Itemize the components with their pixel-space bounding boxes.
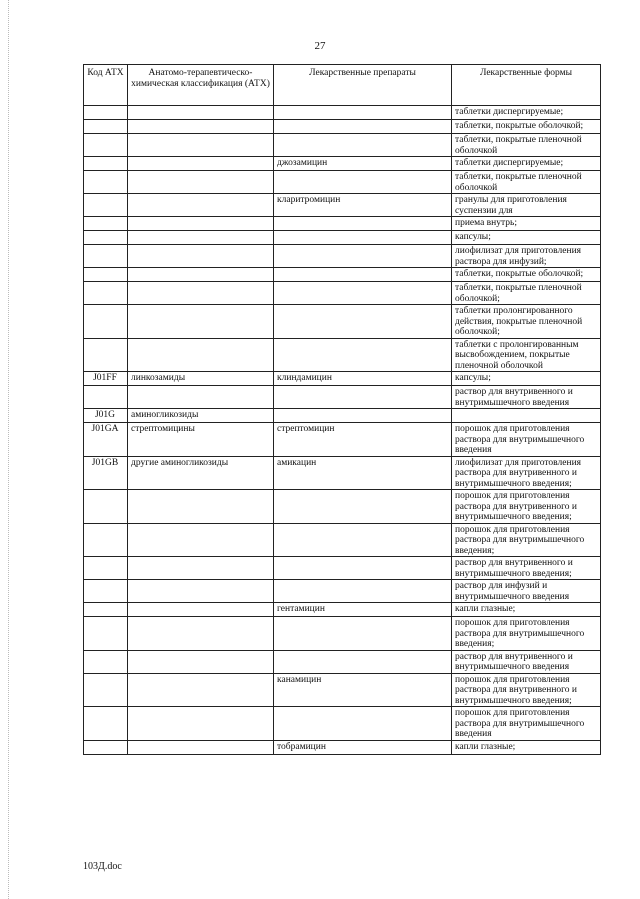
table-row [84,557,601,580]
drug-classification-table [83,64,601,755]
atc-code-cell: J01GA [84,423,128,457]
dosage-form-cell: таблетки диспергируемые; [452,106,601,120]
table-row [84,456,601,490]
atc-group-cell: аминогликозиды [128,409,274,423]
dosage-form-cell: таблетки диспергируемые; [452,157,601,171]
atc-group-cell [128,523,274,557]
table-header-row [84,65,601,106]
drug-name-cell [274,245,452,268]
drug-name-cell [274,106,452,120]
atc-group-cell [128,673,274,707]
atc-code-cell [84,305,128,339]
atc-group-cell [128,134,274,157]
atc-code-cell [84,740,128,754]
atc-code-cell [84,650,128,673]
drug-name-cell: кларитромицин [274,194,452,217]
table-row [84,372,601,386]
dosage-form-cell: порошок для приготовления раствора для внутривенного и внутримышечного введения; [452,490,601,524]
table-row [84,650,601,673]
dosage-form-cell: раствор для инфузий и внутримышечного введения [452,580,601,603]
drug-name-cell [274,305,452,339]
atc-group-cell [128,490,274,524]
dosage-form-cell: лиофилизат для приготовления раствора для внутривенного и внутримышечного введения; [452,456,601,490]
atc-code-cell [84,707,128,741]
atc-code-cell [84,245,128,268]
dosage-form-cell: раствор для внутривенного и внутримышечного введения [452,386,601,409]
atc-code-cell: J01GB [84,456,128,490]
dosage-form-cell: раствор для внутривенного и внутримышечного введения; [452,557,601,580]
drug-name-cell [274,268,452,282]
dosage-form-cell [452,409,601,423]
atc-code-cell [84,282,128,305]
atc-group-cell [128,580,274,603]
atc-code-cell [84,134,128,157]
atc-group-cell [128,194,274,217]
table-row [84,740,601,754]
atc-group-cell [128,557,274,580]
drug-name-cell [274,707,452,741]
drug-name-cell: гентамицин [274,603,452,617]
atc-group-cell [128,305,274,339]
atc-code-cell [84,106,128,120]
drug-name-cell: джозамицин [274,157,452,171]
atc-code-cell [84,617,128,651]
atc-group-cell: линкозамиды [128,372,274,386]
drug-name-cell [274,386,452,409]
dosage-form-cell: таблетки, покрытые пленочной оболочкой [452,171,601,194]
atc-group-cell [128,617,274,651]
table-row [84,617,601,651]
dosage-form-cell: таблетки с пролонгированным высвобождением, покрытые пленочной оболочкой [452,338,601,372]
dosage-form-cell: раствор для внутривенного и внутримышечного введения [452,650,601,673]
atc-group-cell [128,120,274,134]
table-row [84,217,601,231]
atc-group-cell [128,268,274,282]
dosage-form-cell: таблетки, покрытые оболочкой; [452,120,601,134]
dosage-form-cell: капли глазные; [452,603,601,617]
atc-code-cell [84,490,128,524]
table-row [84,268,601,282]
dosage-form-cell: порошок для приготовления раствора для внутривенного и внутримышечного введения; [452,673,601,707]
atc-code-cell [84,386,128,409]
dosage-form-cell: капли глазные; [452,740,601,754]
left-margin-line [8,0,9,899]
drug-name-cell [274,231,452,245]
table-row [84,673,601,707]
drug-name-cell: канамицин [274,673,452,707]
atc-code-cell [84,231,128,245]
dosage-form-cell: приема внутрь; [452,217,601,231]
atc-code-cell [84,523,128,557]
page-number: 27 [314,40,326,52]
table-row [84,157,601,171]
dosage-form-cell: порошок для приготовления раствора для внутримышечного введения; [452,523,601,557]
dosage-form-cell: таблетки, покрытые оболочкой; [452,268,601,282]
table-row [84,282,601,305]
drug-name-cell [274,217,452,231]
table-row [84,305,601,339]
atc-group-cell [128,338,274,372]
table-row [84,338,601,372]
dosage-form-cell: таблетки, покрытые пленочной оболочкой; [452,282,601,305]
atc-group-cell [128,245,274,268]
dosage-form-cell: порошок для приготовления раствора для внутримышечного введения [452,707,601,741]
dosage-form-cell: порошок для приготовления раствора для внутримышечного введения; [452,617,601,651]
atc-group-cell [128,707,274,741]
atc-group-cell [128,217,274,231]
drug-name-cell [274,120,452,134]
dosage-form-cell: таблетки пролонгированного действия, покрытые пленочной оболочкой; [452,305,601,339]
table-row [84,194,601,217]
drug-name-cell: тобрамицин [274,740,452,754]
header-drugs: Лекарственные препараты [274,65,452,106]
atc-code-cell [84,268,128,282]
drug-name-cell [274,490,452,524]
drug-name-cell [274,282,452,305]
table-row [84,523,601,557]
drug-name-cell [274,523,452,557]
atc-code-cell [84,157,128,171]
atc-code-cell: J01G [84,409,128,423]
table-row [84,707,601,741]
dosage-form-cell: порошок для приготовления раствора для внутримышечного введения [452,423,601,457]
table-body [84,106,601,755]
table-row [84,603,601,617]
header-atc-code: Код АТХ [84,65,128,106]
dosage-form-cell: капсулы; [452,231,601,245]
footer-file-name: 103Д.doc [83,861,122,872]
drug-name-cell [274,617,452,651]
table-row [84,106,601,120]
drug-name-cell [274,580,452,603]
header-atc-classification: Анатомо-терапевтическо-химическая классификация (АТХ) [128,65,274,106]
table-row [84,245,601,268]
atc-group-cell: стрептомицины [128,423,274,457]
atc-code-cell [84,557,128,580]
dosage-form-cell: гранулы для приготовления суспензии для [452,194,601,217]
atc-code-cell [84,120,128,134]
atc-code-cell [84,171,128,194]
drug-name-cell: амикацин [274,456,452,490]
table-row [84,120,601,134]
atc-group-cell [128,231,274,245]
atc-code-cell: J01FF [84,372,128,386]
atc-group-cell: другие аминогликозиды [128,456,274,490]
dosage-form-cell: таблетки, покрытые пленочной оболочкой [452,134,601,157]
table-row [84,490,601,524]
atc-group-cell [128,282,274,305]
atc-code-cell [84,338,128,372]
atc-code-cell [84,603,128,617]
dosage-form-cell: лиофилизат для приготовления раствора для инфузий; [452,245,601,268]
drug-name-cell [274,338,452,372]
drug-name-cell: стрептомицин [274,423,452,457]
drug-name-cell [274,650,452,673]
drug-name-cell: клиндамицин [274,372,452,386]
header-dosage-forms: Лекарственные формы [452,65,601,106]
drug-name-cell [274,557,452,580]
atc-group-cell [128,650,274,673]
atc-code-cell [84,673,128,707]
drug-name-cell [274,134,452,157]
drug-name-cell [274,409,452,423]
atc-group-cell [128,603,274,617]
dosage-form-cell: капсулы; [452,372,601,386]
table-row [84,171,601,194]
atc-group-cell [128,171,274,194]
table-row [84,386,601,409]
atc-group-cell [128,386,274,409]
atc-code-cell [84,580,128,603]
table-row [84,580,601,603]
table-row [84,134,601,157]
table-row [84,409,601,423]
atc-group-cell [128,106,274,120]
table-row [84,423,601,457]
drug-name-cell [274,171,452,194]
atc-code-cell [84,217,128,231]
atc-code-cell [84,194,128,217]
drug-table-container [83,64,600,755]
atc-group-cell [128,157,274,171]
atc-group-cell [128,740,274,754]
table-row [84,231,601,245]
